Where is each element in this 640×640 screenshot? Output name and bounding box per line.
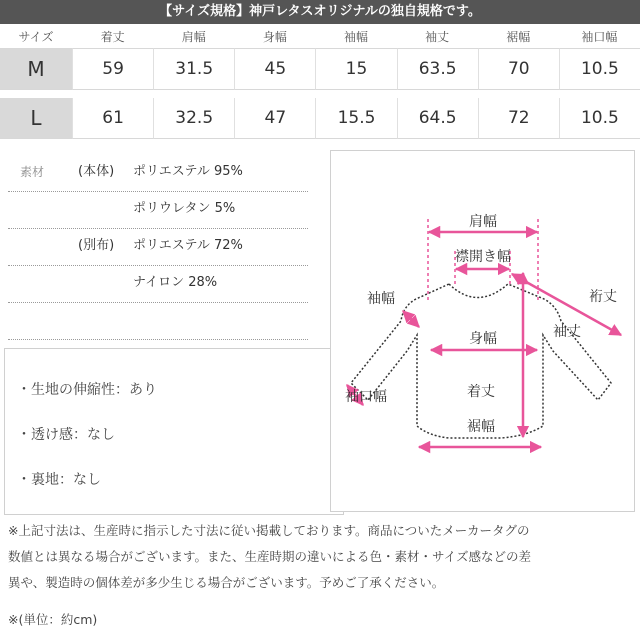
measurement-diagram [330,150,635,512]
column-header: 袖幅 [343,29,368,44]
material-row [8,192,308,229]
features-box [4,348,344,515]
material-part: (本体) [78,164,115,179]
label-shoulder: 肩幅 [469,214,497,230]
material-label: 素材 [20,165,45,179]
column-header: 袖丈 [425,29,450,44]
label-sleeve-length-outer: 裄丈 [589,289,617,305]
size-table [0,24,640,139]
material-row [8,266,308,303]
label-hem: 裾幅 [467,419,495,435]
label-body-width: 身幅 [469,331,497,347]
column-header: 裾幅 [506,29,531,44]
table-cell: 15 [315,48,396,90]
table-row [0,48,640,90]
table-cell: 64.5 [397,98,478,139]
column-header: 着丈 [100,29,125,44]
unit-note: ※(単位：約cm) [8,612,98,627]
note-line: 異や、製造時の個体差が多少生じる場合がございます。予めご了承ください。 [8,575,445,590]
material-value: ポリエステル 72% [133,238,243,253]
size-label: M [0,48,72,90]
size-table-header [0,24,640,48]
table-cell: 59 [72,48,153,90]
table-cell: 70 [478,48,559,90]
note-line: 数値とは異なる場合がございます。また、生産時期の違いによる色・素材・サイズ感などの差 [8,549,532,564]
material-value: ポリエステル 95% [133,164,243,179]
label-cuff: 袖口幅 [345,389,387,405]
column-header: サイズ [18,29,54,44]
table-cell: 32.5 [153,98,234,139]
column-header: 肩幅 [181,29,206,44]
material-row [8,229,308,266]
page-title: 【サイズ規格】神戸レタスオリジナルの独自規格です。 [0,0,640,24]
sleeve-width-arrow [403,311,419,327]
column-header: 袖口幅 [581,29,618,44]
label-length: 着丈 [467,384,495,400]
material-row [8,303,308,340]
note-line: ※上記寸法は、生産時に指示した寸法に従い掲載しております。商品についたメーカータグの [8,523,530,538]
label-sleeve-width: 袖幅 [367,291,395,307]
feature-stretch: ・生地の伸縮性：あり [17,382,157,398]
table-cell: 45 [234,48,315,90]
material-value: ナイロン 28% [133,275,218,290]
feature-sheerness: ・透け感：なし [17,427,115,443]
label-sleeve-length: 袖丈 [553,324,581,340]
material-section [8,155,308,340]
table-cell: 72 [478,98,559,139]
table-cell: 10.5 [559,48,640,90]
material-part: (別布) [78,238,115,253]
material-row [8,155,308,192]
table-cell: 61 [72,98,153,139]
material-value: ポリウレタン 5% [133,201,236,216]
column-header: 身幅 [262,29,287,44]
notes-section [8,518,634,596]
garment-diagram-svg [331,151,634,511]
label-neck: 襟開き幅 [455,249,511,265]
table-cell: 10.5 [559,98,640,139]
size-label: L [0,98,72,139]
feature-lining: ・裏地：なし [17,472,101,488]
table-row [0,98,640,139]
table-cell: 15.5 [315,98,396,139]
table-cell: 31.5 [153,48,234,90]
table-cell: 63.5 [397,48,478,90]
table-cell: 47 [234,98,315,139]
